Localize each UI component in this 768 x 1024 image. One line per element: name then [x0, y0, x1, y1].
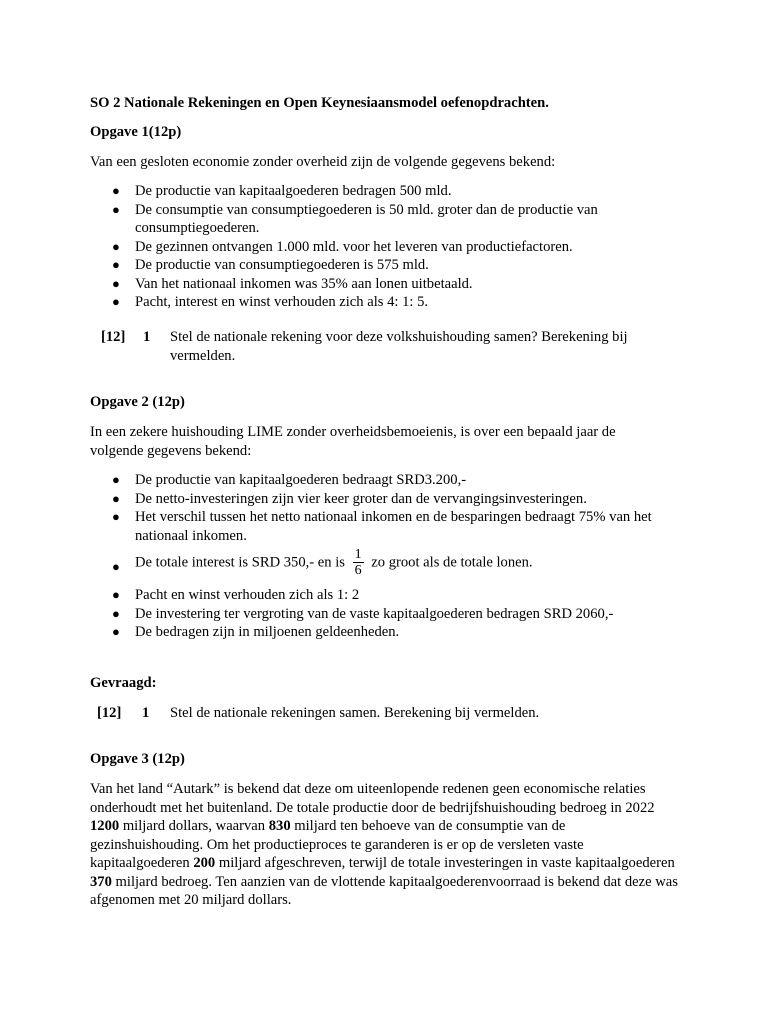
opgave2-intro: In een zekere huishouding LIME zonder overheidsbemoeienis, is over een bepaald jaar de volgende gegevens bekend:: [90, 424, 616, 459]
fraction-numerator: 1: [354, 547, 362, 562]
opgave1-intro: Van een gesloten economie zonder overheid zijn de volgende gegevens bekend:: [90, 154, 556, 170]
opgave1-heading: Opgave 1(12p): [90, 124, 182, 140]
bullet-icon: ●: [112, 275, 120, 291]
list-item: ● De productie van consumptiegoederen is 575 mld.: [112, 257, 429, 273]
gevraagd-label: Gevraagd:: [90, 675, 157, 691]
opgave3-paragraph: Van het land “Autark” is bekend dat deze om uiteenlopende redenen geen economische relaties onderhoudt met het buitenland. De totale productie door de bedrijfshuishouding bedroeg in 2022 1200 miljard dollars, waarvan 830 miljard ten behoeve van de consumptie van de gezinshuishouding. Om het productieproces te garanderen is er op de versleten vaste kapitaalgoederen 200 miljard afgeschreven, terwijl de totale investeringen in vaste kapitaalgoederen 370 miljard bedroeg. Ten aanzien van de vlottende kapitaalgoederenvoorraad is bekend dat deze was afgenomen met 20 miljard dollars.: [90, 781, 678, 908]
opgave2-bullet-list-b: [90, 586, 680, 642]
list-item: ● Het verschil tussen het netto nationaal inkomen en de besparingen bedraagt 75% van het nationaal inkomen.: [112, 509, 652, 544]
list-item: ● De netto-investeringen zijn vier keer groter dan de vervangingsinvesteringen.: [112, 490, 587, 507]
bullet-icon: ●: [112, 257, 120, 272]
question-number: 1: [142, 705, 150, 721]
bullet-icon: ●: [112, 472, 120, 487]
list-item: ● De consumptie van consumptiegoederen is 50 mld. groter dan de productie van consumptiegoederen.: [112, 201, 598, 236]
bullet-icon: ●: [112, 238, 120, 254]
list-item: ● De investering ter vergroting van de vaste kapitaalgoederen bedragen SRD 2060,-: [112, 605, 614, 622]
bullet-icon: ●: [112, 183, 120, 198]
list-item: ● Pacht en winst verhouden zich als 1: 2: [112, 587, 360, 603]
bullet-icon: ●: [112, 559, 120, 574]
bullet-icon: ●: [112, 587, 120, 602]
opgave2-heading: Opgave 2 (12p): [90, 394, 185, 410]
bullet-icon: ●: [112, 201, 120, 217]
opgave2-bullet-list-a: [90, 471, 680, 545]
list-item: ● Van het nationaal inkomen was 35% aan lonen uitbetaald.: [112, 275, 473, 292]
list-item: ● De productie van kapitaalgoederen bedraagt SRD3.200,-: [112, 472, 467, 488]
opgave1-bullet-list: [90, 182, 680, 312]
document-title: SO 2 Nationale Rekeningen en Open Keynesiaansmodel oefenopdrachten.: [90, 95, 549, 111]
fraction: [353, 547, 364, 578]
bullet-icon: ●: [112, 490, 120, 506]
list-item: ● De productie van kapitaalgoederen bedragen 500 mld.: [112, 183, 452, 199]
list-item: ● De bedragen zijn in miljoenen geldeenheden.: [112, 624, 400, 640]
question-points: [12]: [97, 705, 122, 721]
opgave2-fraction-item: ● De totale interest is SRD 350,- en is $\frac{1}{6}$ zo groot als de totale lonen.: [112, 547, 533, 578]
bullet-icon: ●: [112, 624, 120, 639]
question-text: Stel de nationale rekeningen samen. Berekening bij vermelden.: [170, 705, 540, 721]
question-points: [12]: [101, 329, 126, 345]
fraction-denominator: 6: [354, 563, 362, 578]
bullet-icon: ●: [112, 509, 120, 524]
list-item: ● Pacht, interest en winst verhouden zich als 4: 1: 5.: [112, 294, 429, 310]
question-text: Stel de nationale rekening voor deze volkshuishouding samen? Berekening bij vermelden.: [170, 329, 628, 364]
opgave2-question: [97, 704, 650, 723]
list-item: ● De gezinnen ontvangen 1.000 mld. voor het leveren van productiefactoren.: [112, 238, 573, 255]
opgave1-question: [101, 328, 650, 365]
bullet-icon: ●: [112, 605, 120, 621]
bullet-icon: ●: [112, 294, 120, 309]
question-number: 1: [143, 329, 151, 345]
opgave3-heading: Opgave 3 (12p): [90, 751, 185, 767]
